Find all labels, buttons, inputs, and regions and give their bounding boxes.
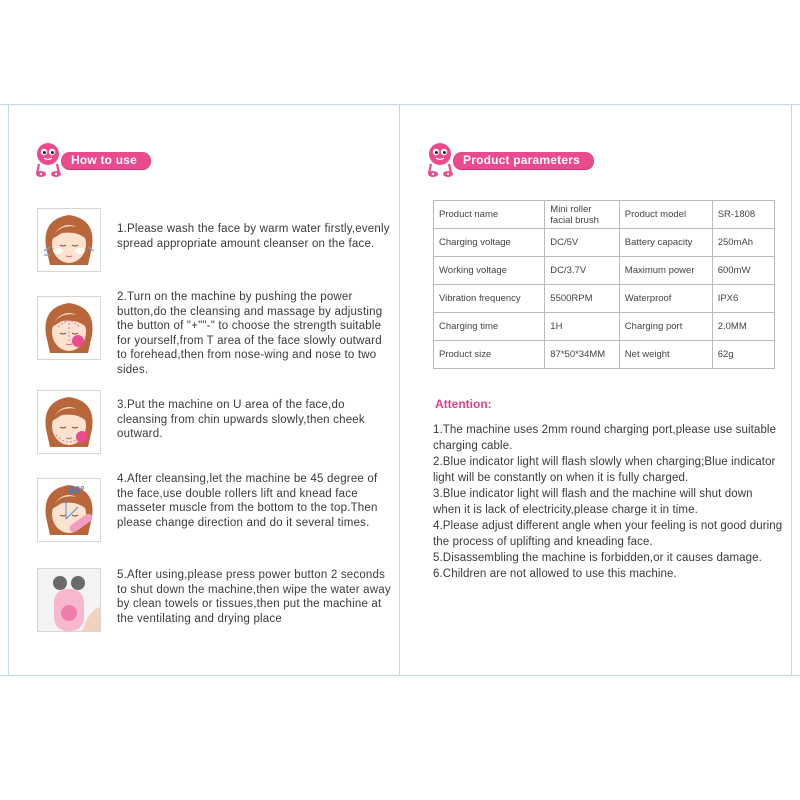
pink-mascot-icon — [35, 140, 65, 180]
table-cell: 1H — [545, 313, 620, 341]
table-row — [434, 313, 775, 341]
product-parameters-table — [433, 200, 775, 369]
table-row — [434, 229, 775, 257]
table-row — [434, 257, 775, 285]
step-4 — [37, 473, 392, 542]
table-row — [434, 285, 775, 313]
attention-title: Attention: — [435, 397, 492, 411]
step-3 — [37, 390, 392, 454]
table-cell: 87*50*34MM — [545, 341, 620, 369]
table-cell: Product name — [434, 201, 545, 229]
table-cell: Charging voltage — [434, 229, 545, 257]
table-cell: 62g — [712, 341, 774, 369]
how-to-use-header — [35, 140, 151, 180]
frame-line-right — [791, 104, 792, 676]
table-cell: Charging time — [434, 313, 545, 341]
table-cell: Battery capacity — [619, 229, 712, 257]
product-parameters-page — [401, 104, 791, 676]
table-cell: Net weight — [619, 341, 712, 369]
list-item: 3.Blue indicator light will flash and the machine will shut down when it is lack of electricity,please charge it in time. — [433, 488, 753, 516]
table-cell: Vibration frequency — [434, 285, 545, 313]
step-1-text: 1.Please wash the face by warm water firstly,evenly spread appropriate amount cleanser on the face. — [117, 223, 390, 250]
list-item: 2.Blue indicator light will flash slowly when charging;Blue indicator light will be constantly on when it is fully charged. — [433, 456, 776, 484]
table-cell: DC/3.7V — [545, 257, 620, 285]
table-cell: 250mAh — [712, 229, 774, 257]
table-cell: DC/5V — [545, 229, 620, 257]
table-cell: Mini roller facial brush — [545, 201, 620, 229]
table-cell: Maximum power — [619, 257, 712, 285]
table-cell: Charging port — [619, 313, 712, 341]
attention-list — [433, 422, 783, 582]
list-item: 6.Children are not allowed to use this machine. — [433, 568, 677, 580]
face-illustration — [37, 390, 101, 454]
table-cell: Product size — [434, 341, 545, 369]
table-cell: SR-1808 — [712, 201, 774, 229]
step-3-text: 3.Put the machine on U area of the face,do cleansing from chin upwards slowly,then cheek outward. — [117, 399, 365, 440]
table-cell: 600mW — [712, 257, 774, 285]
table-cell: 2.0MM — [712, 313, 774, 341]
table-cell: 5500RPM — [545, 285, 620, 313]
step-5 — [37, 568, 392, 632]
table-row — [434, 201, 775, 229]
step-5-text: 5.After using,please press power button 2 seconds to shut down the machine,then wipe the water away by clean towels or tissues,then put the machine at the ventilating and drying place — [117, 569, 391, 625]
step-2-text: 2.Turn on the machine by pushing the power button,do the cleansing and massage by adjusting the button of "+""-" to choose the strength suitable for yourself,from T area of the face slowly outward to forehead,then from nose-wing and nose to two sides. — [117, 291, 383, 376]
how-to-use-title: How to use — [61, 152, 151, 169]
product-parameters-header — [427, 140, 594, 180]
frame-line-center — [399, 104, 400, 676]
table-cell: IPX6 — [712, 285, 774, 313]
list-item: 5.Disassembling the machine is forbidden,or it causes damage. — [433, 552, 762, 564]
pink-mascot-icon — [427, 140, 457, 180]
table-row — [434, 341, 775, 369]
how-to-use-page — [9, 104, 398, 676]
product-parameters-title: Product parameters — [453, 152, 594, 169]
table-cell: Waterproof — [619, 285, 712, 313]
step-2 — [37, 291, 392, 377]
angle-label: 45° — [68, 485, 85, 497]
table-cell: Product model — [619, 201, 712, 229]
list-item: 4.Please adjust different angle when your feeling is not good during the process of uplifting and kneading face. — [433, 520, 783, 548]
face-illustration — [37, 478, 101, 542]
face-illustration — [37, 208, 101, 272]
step-4-text: 4.After cleansing,let the machine be 45 degree of the face,use double rollers lift and knead face masseter muscle from the bottom to the top.Then please change direction and do it several times. — [117, 473, 378, 529]
step-1 — [37, 208, 392, 272]
device-illustration — [37, 568, 101, 632]
list-item: 1.The machine uses 2mm round charging port,please use suitable charging cable. — [433, 424, 777, 452]
table-cell: Working voltage — [434, 257, 545, 285]
face-illustration — [37, 296, 101, 360]
